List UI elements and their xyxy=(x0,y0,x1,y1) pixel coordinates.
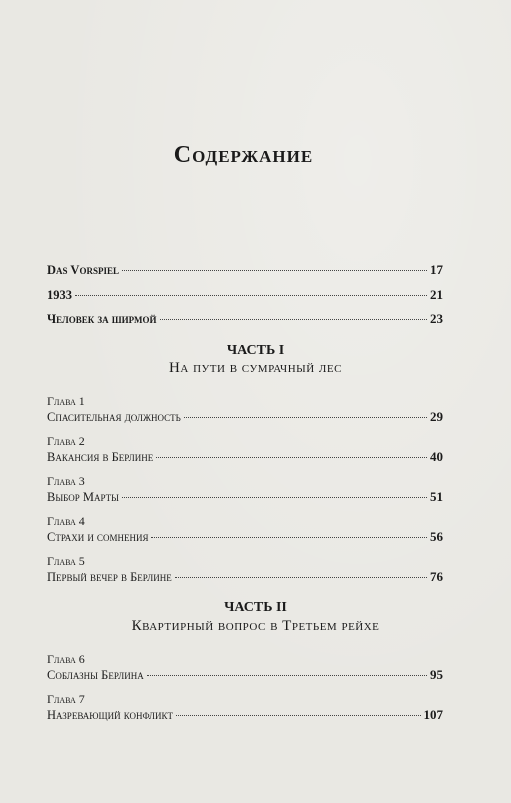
toc-entry-page: 23 xyxy=(430,311,443,326)
dot-leader xyxy=(122,497,427,498)
part-heading: ЧАСТЬ II xyxy=(224,600,287,615)
chapter-number: Глава 4 xyxy=(47,514,85,528)
toc-entry xyxy=(47,311,443,327)
dot-leader xyxy=(176,715,420,716)
toc-entry-label: Соблазны Берлина xyxy=(47,668,144,682)
toc-entry-label: Выбор Марты xyxy=(47,490,119,504)
toc-entry-page: 107 xyxy=(423,707,443,722)
chapter-number: Глава 1 xyxy=(47,394,85,408)
chapter-number: Глава 3 xyxy=(47,474,85,488)
toc-entry xyxy=(47,287,443,303)
toc-entry-label: Страхи и сомнения xyxy=(47,530,149,544)
page-title: Содержание xyxy=(173,142,314,168)
part-subtitle: На пути в сумрачный лес xyxy=(169,360,342,376)
dot-leader xyxy=(184,417,427,418)
chapter-number: Глава 5 xyxy=(47,554,85,568)
dot-leader xyxy=(151,537,427,538)
toc-entry-page: 56 xyxy=(430,529,443,544)
dot-leader xyxy=(156,457,427,458)
chapter-number: Глава 2 xyxy=(47,434,85,448)
part-subtitle: Квартирный вопрос в Третьем рейхе xyxy=(131,618,380,634)
dot-leader xyxy=(175,577,427,578)
toc-entry-label: Вакансия в Берлине xyxy=(47,450,154,464)
toc-entry xyxy=(47,409,443,425)
toc-entry xyxy=(47,449,443,465)
dot-leader xyxy=(160,319,427,320)
chapter-number: Глава 7 xyxy=(47,692,85,706)
toc-entry-page: 17 xyxy=(430,262,443,277)
toc-entry-page: 95 xyxy=(430,667,443,682)
chapter-number: Глава 6 xyxy=(47,652,85,666)
toc-entry xyxy=(47,569,443,585)
toc-entry-label: Спасительная должность xyxy=(47,410,181,424)
toc-entry-label: 1933 xyxy=(47,288,72,302)
toc-entry-page: 51 xyxy=(430,489,443,504)
toc-entry-label: Человек за ширмой xyxy=(47,312,157,326)
dot-leader xyxy=(122,270,427,271)
toc-entry xyxy=(47,707,443,723)
toc-entry xyxy=(47,667,443,683)
dot-leader xyxy=(147,675,427,676)
toc-entry-label: Назревающий конфликт xyxy=(47,708,174,722)
toc-entry-page: 21 xyxy=(430,287,443,302)
part-heading: ЧАСТЬ I xyxy=(226,343,285,358)
toc-entry-page: 76 xyxy=(430,569,443,584)
toc-entry xyxy=(47,529,443,545)
toc-entry-page: 40 xyxy=(430,449,443,464)
toc-entry-page: 29 xyxy=(430,409,443,424)
toc-entry-label: Первый вечер в Берлине xyxy=(47,570,172,584)
dot-leader xyxy=(75,295,427,296)
toc-entry-label: Das Vorspiel xyxy=(47,263,119,277)
toc-entry xyxy=(47,489,443,505)
toc-entry xyxy=(47,262,443,278)
